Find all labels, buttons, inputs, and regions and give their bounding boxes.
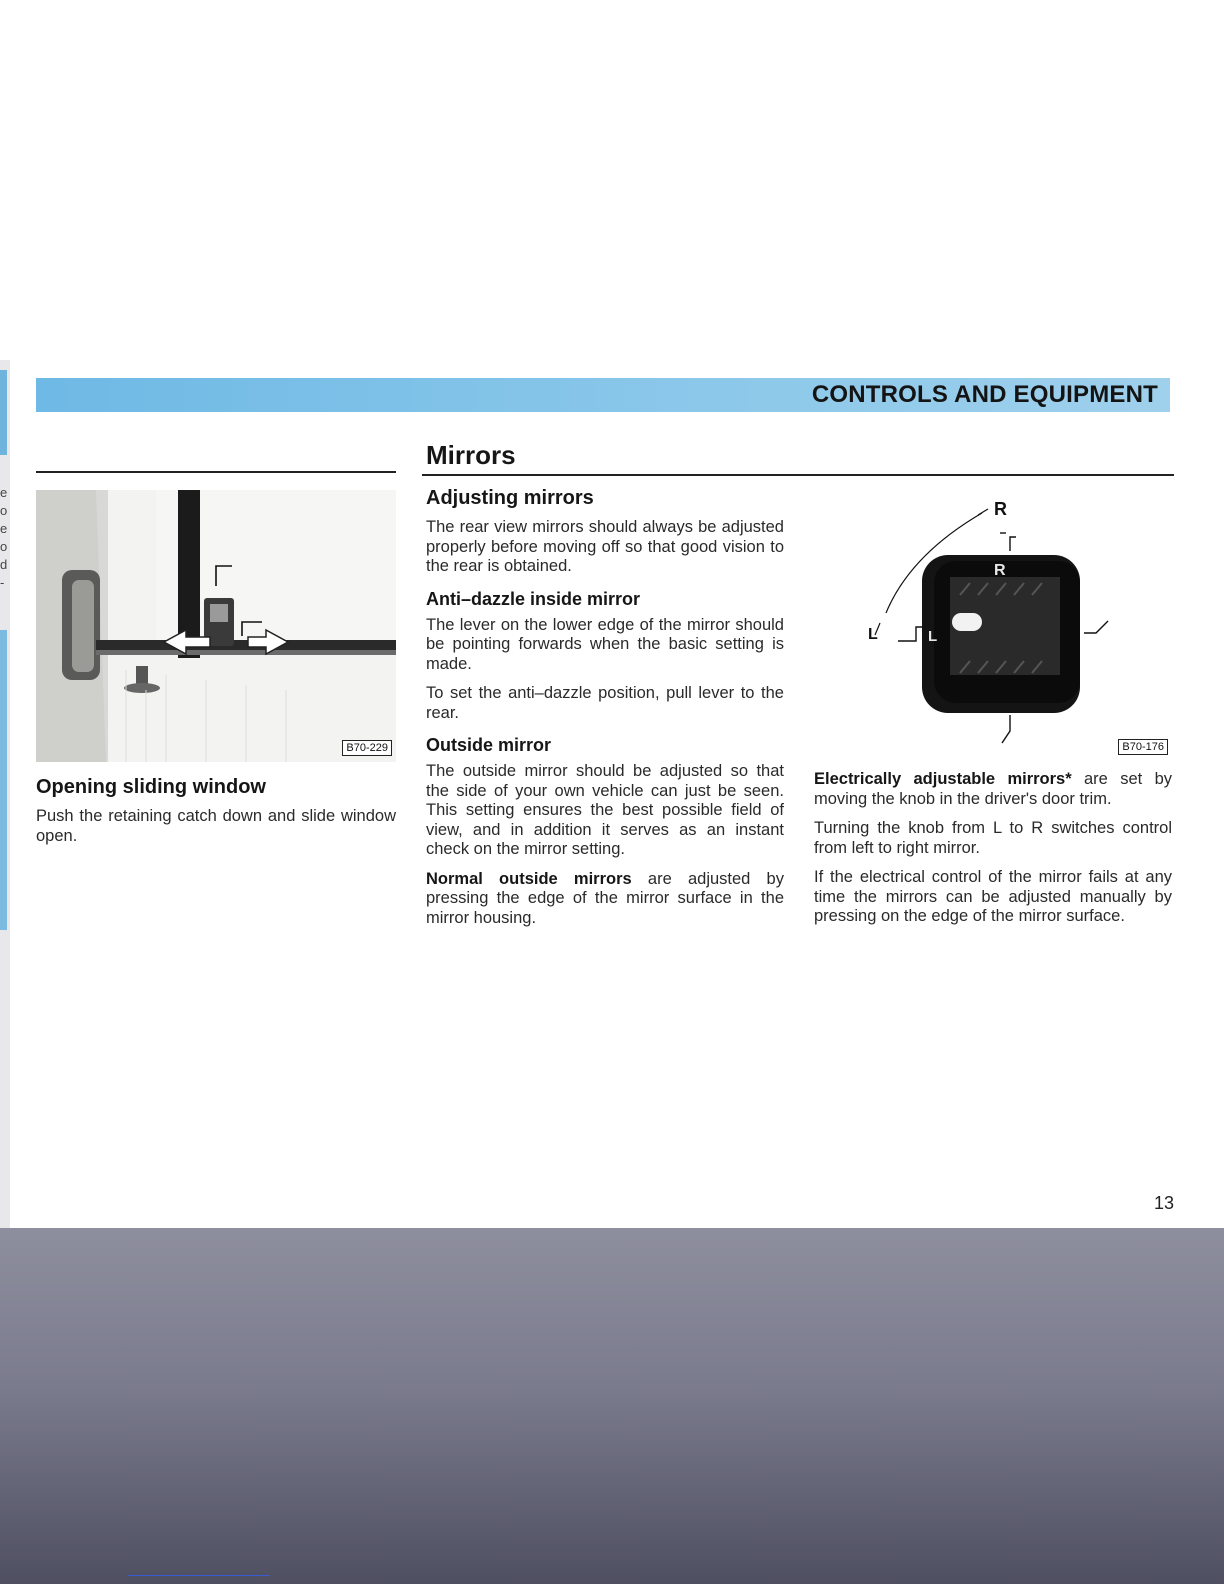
paragraph: The rear view mirrors should always be adjusted properly before moving off so that good vision to the rear is obtained. — [426, 518, 784, 575]
paragraph: The outside mirror should be adjusted so that the side of your own vehicle can just be seen. This setting ensures the best possible field of view, and in addition it serves as an instant check on the mirror setting. — [426, 762, 784, 858]
right-column-text — [814, 770, 1172, 937]
chapter-header-bar — [36, 378, 1170, 412]
figure-label: B70-176 — [1118, 739, 1168, 755]
outer-label-r: R — [994, 499, 1007, 519]
paragraph — [426, 870, 784, 929]
middle-column-text — [426, 487, 784, 938]
edge-tab-marker — [0, 630, 7, 930]
sliding-window-illustration — [36, 490, 396, 762]
page-number: 13 — [1153, 1193, 1174, 1213]
sliding-window-photo — [36, 490, 396, 762]
paragraph: The lever on the lower edge of the mirror should be pointing forwards when the basic setting is made. — [426, 615, 784, 673]
edge-tab-marker — [0, 370, 7, 455]
paragraph: If the electrical control of the mirror fails at any time the mirrors can be adjusted manually by pressing on the edge of the mirror surface. — [814, 868, 1172, 925]
heading-adjusting-mirrors: Adjusting mirrors — [426, 487, 594, 509]
edge-fragment: d — [0, 557, 8, 572]
outer-label-l: L — [868, 626, 878, 643]
section-rule — [422, 474, 1174, 476]
edge-fragment: e — [0, 521, 8, 536]
edge-fragment: o — [0, 539, 8, 554]
edge-fragment: o — [0, 503, 8, 518]
knob-label-r: R — [994, 562, 1006, 579]
paragraph — [814, 770, 1172, 809]
paragraph-rest: are adjusted by pressing the edge of the mirror surface in the mirror housing. — [426, 869, 784, 927]
heading-outside-mirror: Outside mirror — [426, 735, 552, 755]
mirror-control-knob-illustration — [830, 495, 1170, 765]
edge-fragment: - — [0, 575, 5, 590]
section-title: Mirrors — [426, 440, 516, 470]
left-rule — [36, 471, 396, 473]
paragraph-rest: are set by moving the knob in the driver's door trim. — [814, 770, 1172, 808]
heading-opening-sliding-window: Opening sliding window — [36, 776, 266, 798]
paragraph: Turning the knob from L to R switches control from left to right mirror. — [814, 819, 1172, 857]
heading-anti-dazzle: Anti–dazzle inside mirror — [426, 588, 641, 609]
edge-fragment: e — [0, 485, 8, 500]
link-underline — [128, 1575, 270, 1576]
bold-term: Normal outside mirrors — [426, 869, 632, 888]
knob-label-l: L — [928, 628, 938, 645]
mirror-knob-diagram — [830, 495, 1170, 765]
left-column-text — [36, 776, 396, 856]
scan-background — [0, 1228, 1224, 1584]
paragraph: To set the anti–dazzle position, pull lever to the rear. — [426, 684, 784, 722]
chapter-title: CONTROLS AND EQUIPMENT — [811, 381, 1158, 408]
bold-term: Electrically adjustable mirrors* — [814, 770, 1072, 788]
figure-label: B70-229 — [342, 740, 392, 756]
paragraph: Push the retaining catch down and slide window open. — [36, 807, 396, 845]
